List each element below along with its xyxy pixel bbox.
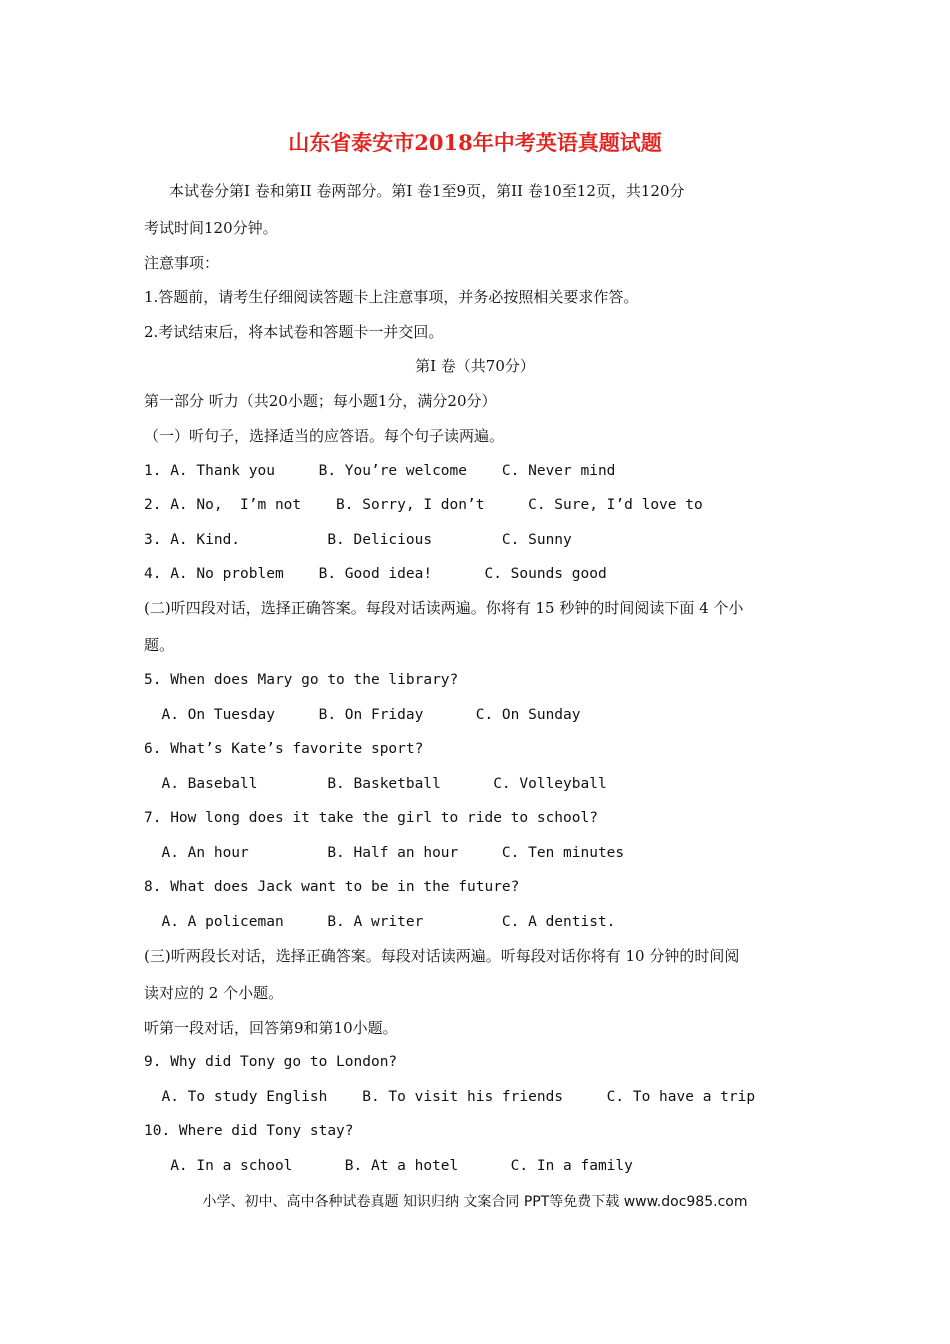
question-9: 9. Why did Tony go to London?	[144, 1054, 398, 1070]
notice-item-1: 1.答题前，请考生仔细阅读答题卡上注意事项，并务必按照相关要求作答。	[144, 288, 639, 306]
notice-item-2: 2.考试结束后，将本试卷和答题卡一并交回。	[144, 323, 444, 341]
section2-heading-line-1: (二)听四段对话，选择正确答案。每段对话读两遍。你将有 15 秒钟的时间阅读下面 4 个小	[144, 599, 744, 617]
question-7-options: A. An hour B. Half an hour C. Ten minutes	[144, 845, 625, 861]
question-7: 7. How long does it take the girl to ride to school?	[144, 810, 598, 826]
question-8-options: A. A policeman B. A writer C. A dentist.	[144, 914, 616, 930]
question-10: 10. Where did Tony stay?	[144, 1123, 354, 1139]
question-5-options: A. On Tuesday B. On Friday C. On Sunday	[144, 707, 581, 723]
section1-heading: （一）听句子，选择适当的应答语。每个句子读两遍。	[144, 427, 505, 445]
question-3: 3. A. Kind. B. Delicious C. Sunny	[144, 532, 572, 548]
page-title: 山东省泰安市2018年中考英语真题试题	[288, 130, 662, 155]
dialog1-intro: 听第一段对话，回答第9和第10小题。	[144, 1019, 398, 1037]
section3-heading-line-1: (三)听两段长对话，选择正确答案。每段对话读两遍。听每段对话你将有 10 分钟的时间阅	[144, 947, 740, 965]
part1-heading: 第一部分 听力（共20小题；每小题1分，满分20分）	[144, 392, 497, 410]
question-9-options: A. To study English B. To visit his friends C. To have a trip	[144, 1089, 756, 1105]
question-1: 1. A. Thank you B. You’re welcome C. Never mind	[144, 463, 616, 479]
section3-heading-line-2: 读对应的 2 个小题。	[144, 984, 284, 1002]
question-8: 8. What does Jack want to be in the future?	[144, 879, 520, 895]
question-2: 2. A. No, I’m not B. Sorry, I don’t C. Sure, I’d love to	[144, 497, 703, 513]
question-6-options: A. Baseball B. Basketball C. Volleyball	[144, 776, 607, 792]
question-10-options: A. In a school B. At a hotel C. In a family	[144, 1158, 633, 1174]
question-4: 4. A. No problem B. Good idea! C. Sounds good	[144, 566, 607, 582]
intro-line-2: 考试时间120分钟。	[144, 219, 278, 237]
question-6: 6. What’s Kate’s favorite sport?	[144, 741, 424, 757]
section2-heading-line-2: 题。	[144, 636, 175, 654]
intro-line-1: 本试卷分第Ⅰ 卷和第II 卷两部分。第Ⅰ 卷1至9页，第II 卷10至12页，共120分	[169, 182, 685, 200]
volume-heading: 第Ⅰ 卷（共70分）	[415, 357, 535, 375]
footer-text: 小学、初中、高中各种试卷真题 知识归纳 文案合同 PPT等免费下载 www.doc985.com	[202, 1194, 748, 1210]
notice-heading: 注意事项：	[144, 254, 220, 272]
question-5: 5. When does Mary go to the library?	[144, 672, 459, 688]
